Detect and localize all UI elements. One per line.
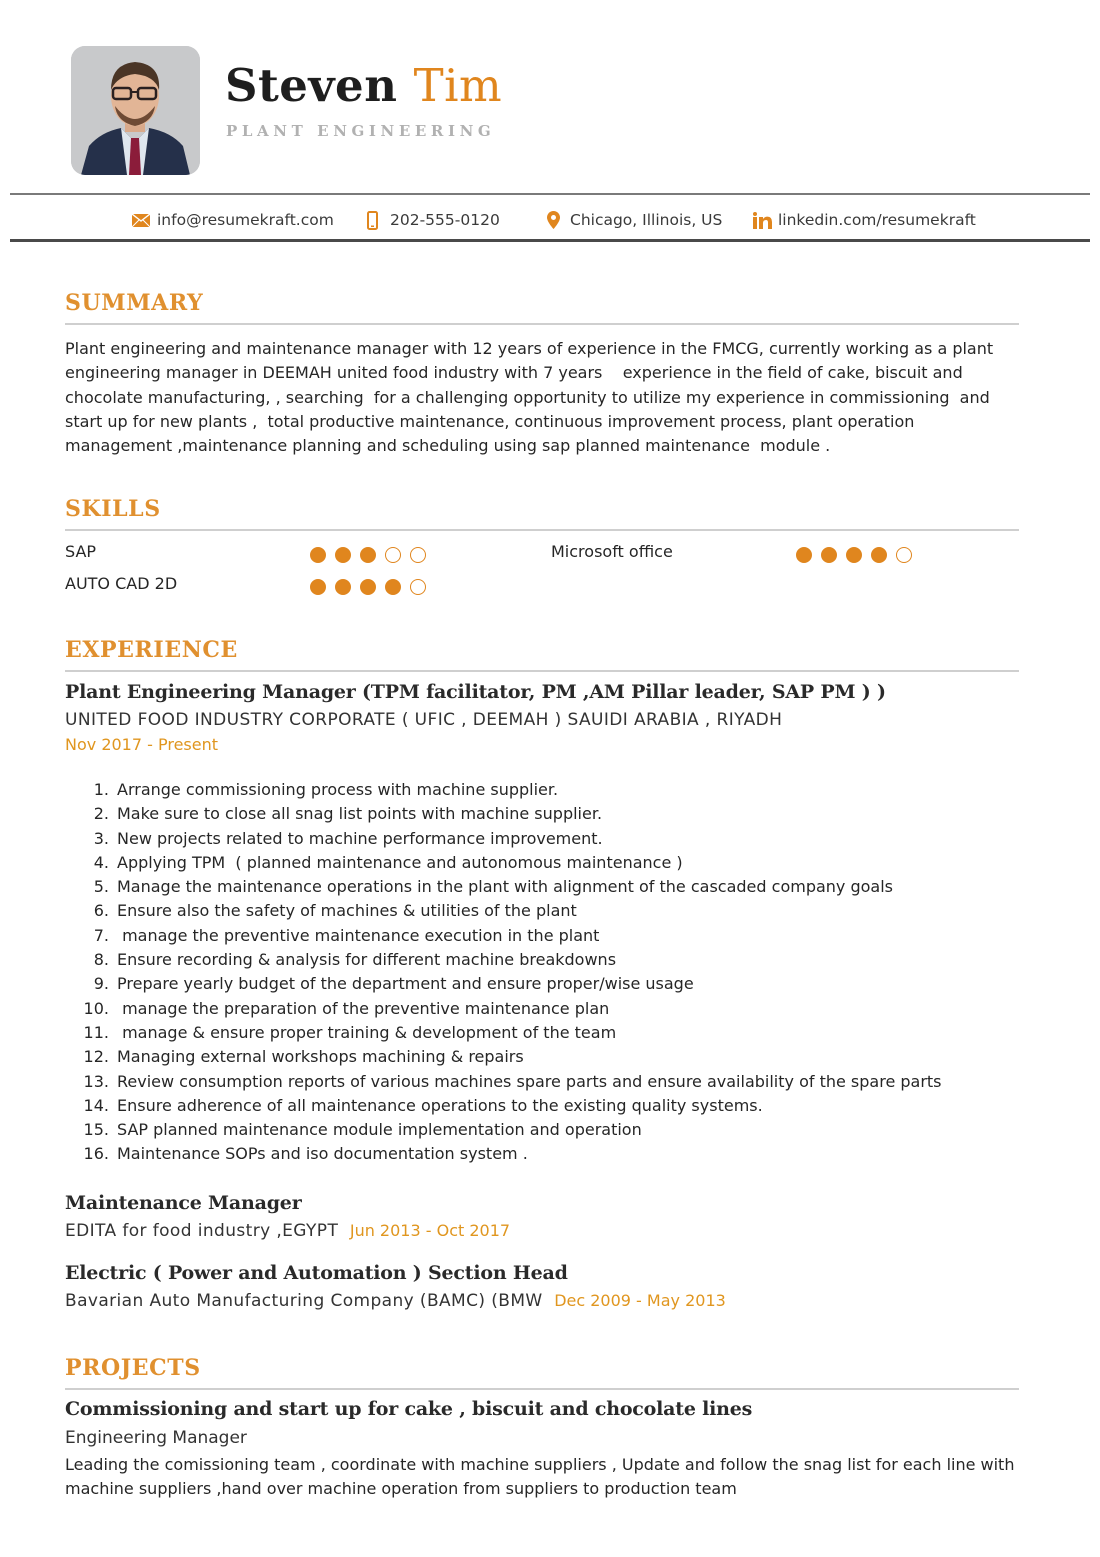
responsibility-text: manage & ensure proper training & development of the team <box>117 1022 617 1042</box>
rating-dot-empty <box>410 579 426 595</box>
responsibility-text: Prepare yearly budget of the department and ensure proper/wise usage <box>117 974 694 994</box>
rating-dot-filled <box>821 547 837 563</box>
list-number: 7. <box>93 925 109 945</box>
skill-rating <box>310 579 426 595</box>
rating-dot-empty <box>896 547 912 563</box>
responsibility-text: Managing external workshops machining & repairs <box>117 1047 524 1067</box>
list-number: 4. <box>93 852 109 872</box>
rating-dot-filled <box>335 547 351 563</box>
rating-dot-filled <box>846 547 862 563</box>
list-number: 2. <box>93 804 109 824</box>
project-role: Engineering Manager <box>65 1428 247 1448</box>
responsibility-item <box>65 899 965 923</box>
summary-heading: SUMMARY <box>65 290 204 316</box>
responsibility-text: Arrange commissioning process with machine supplier. <box>117 780 559 799</box>
rating-dot-filled <box>310 547 326 563</box>
rating-dot-filled <box>796 547 812 563</box>
responsibility-item <box>65 851 965 875</box>
rating-dot-filled <box>360 547 376 563</box>
job-dates: Jun 2013 - Oct 2017 <box>349 1221 511 1240</box>
responsibility-item <box>65 997 965 1021</box>
job-title: Electric ( Power and Automation ) Section Head <box>65 1262 568 1284</box>
responsibility-item <box>65 924 965 948</box>
list-number: 3. <box>93 828 109 848</box>
responsibility-item <box>65 827 965 851</box>
experience-heading: EXPERIENCE <box>65 637 238 663</box>
responsibility-text: manage the preventive maintenance execution in the plant <box>117 925 600 945</box>
project-description: Leading the comissioning team , coordinate with machine suppliers , Update and follow the snag list for each line with machine suppliers ,hand over machine operation from suppliers to production team <box>65 1455 1015 1499</box>
list-number: 13. <box>83 1071 109 1091</box>
job-company: EDITA for food industry ,EGYPT <box>65 1221 339 1241</box>
location-text: Chicago, Illinois, US <box>570 211 723 229</box>
first-name: Steven <box>225 59 398 112</box>
list-number: 12. <box>83 1047 109 1067</box>
responsibility-item <box>65 875 965 899</box>
responsibility-item <box>65 972 965 996</box>
profile-photo <box>71 46 200 175</box>
contact-email[interactable] <box>132 208 334 232</box>
rating-dot-filled <box>385 579 401 595</box>
contact-location[interactable] <box>547 208 722 232</box>
contact-phone[interactable] <box>367 208 500 232</box>
responsibility-text: New projects related to machine performance improvement. <box>117 828 603 848</box>
list-number: 16. <box>83 1144 109 1164</box>
mobile-phone-icon <box>367 211 378 230</box>
skill-name: AUTO CAD 2D <box>65 574 178 593</box>
rating-dot-filled <box>360 579 376 595</box>
rating-dot-empty <box>410 547 426 563</box>
job-company: Bavarian Auto Manufacturing Company (BAMC) (BMW <box>65 1291 543 1311</box>
contact-divider-top <box>10 193 1090 195</box>
responsibility-text: Ensure adherence of all maintenance operations to the existing quality systems. <box>117 1095 763 1115</box>
job-dates: Nov 2017 - Present <box>65 735 219 754</box>
list-number: 5. <box>93 877 109 897</box>
list-number: 15. <box>83 1120 109 1140</box>
map-pin-icon <box>547 211 560 229</box>
responsibility-text: Applying TPM ( planned maintenance and autonomous maintenance ) <box>117 852 683 872</box>
job-company: UNITED FOOD INDUSTRY CORPORATE ( UFIC , DEEMAH ) SAUIDI ARABIA , RIYADH <box>65 710 783 730</box>
list-number: 9. <box>93 974 109 994</box>
list-number: 8. <box>93 950 109 970</box>
projects-heading: PROJECTS <box>65 1355 201 1381</box>
projects-divider <box>65 1388 1019 1390</box>
skills-heading: SKILLS <box>65 496 161 522</box>
rating-dot-empty <box>385 547 401 563</box>
responsibility-text: SAP planned maintenance module implementation and operation <box>117 1120 642 1140</box>
responsibility-item <box>65 948 965 972</box>
candidate-name <box>225 58 502 114</box>
summary-text: Plant engineering and maintenance manager with 12 years of experience in the FMCG, currently working as a plant engineering manager in DEEMAH united food industry with 7 years experience in the field of cake, biscuit and chocolate manufacturing, , searching for a challenging opportunity to utilize my experience in commissioning and start up for new plants , total productive maintenance, continuous improvement process, plant operation management ,maintenance planning and scheduling using sap planned maintenance module . <box>65 339 999 456</box>
list-number: 6. <box>93 901 109 921</box>
job-title: Plant Engineering Manager (TPM facilitator, PM ,AM Pillar leader, SAP PM ) ) <box>65 681 886 703</box>
job-title: Maintenance Manager <box>65 1192 302 1214</box>
responsibility-text: Maintenance SOPs and iso documentation system . <box>117 1144 528 1164</box>
job-company-line <box>65 1291 726 1311</box>
responsibility-item <box>65 778 965 802</box>
phone-text: 202-555-0120 <box>390 211 500 229</box>
job-dates: Dec 2009 - May 2013 <box>554 1291 726 1310</box>
job-subtitle: PLANT ENGINEERING <box>226 122 496 140</box>
skill-name: SAP <box>65 542 97 561</box>
responsibility-text: Ensure recording & analysis for different machine breakdowns <box>117 950 617 970</box>
contact-linkedin[interactable] <box>753 208 976 232</box>
responsibility-item <box>65 1021 965 1045</box>
responsibilities-list <box>65 778 965 1167</box>
responsibility-text: Manage the maintenance operations in the plant with alignment of the cascaded company goals <box>117 877 893 897</box>
project-title: Commissioning and start up for cake , biscuit and chocolate lines <box>65 1398 753 1420</box>
contact-divider-bottom <box>10 239 1090 242</box>
summary-divider <box>65 323 1019 325</box>
skills-divider <box>65 529 1019 531</box>
responsibility-text: Make sure to close all snag list points with machine supplier. <box>117 804 603 824</box>
responsibility-item <box>65 1142 965 1166</box>
responsibility-text: manage the preparation of the preventive maintenance plan <box>117 998 610 1018</box>
responsibility-item <box>65 1094 965 1118</box>
responsibility-text: Review consumption reports of various machines spare parts and ensure availability of the spare parts <box>117 1071 942 1091</box>
list-number: 14. <box>83 1095 109 1115</box>
rating-dot-filled <box>310 579 326 595</box>
envelope-icon <box>132 214 150 227</box>
email-text: info@resumekraft.com <box>157 211 334 229</box>
linkedin-icon <box>753 212 772 229</box>
skill-name: Microsoft office <box>551 542 673 561</box>
experience-divider <box>65 670 1019 672</box>
person-portrait-icon <box>71 46 200 175</box>
linkedin-text: linkedin.com/resumekraft <box>778 211 976 229</box>
job-company-line <box>65 1221 510 1241</box>
skill-rating <box>310 547 426 563</box>
list-number: 11. <box>83 1022 109 1042</box>
responsibility-item <box>65 1070 965 1094</box>
list-number: 1. <box>93 780 109 799</box>
skill-rating <box>796 547 912 563</box>
responsibility-item <box>65 802 965 826</box>
list-number: 10. <box>83 998 109 1018</box>
rating-dot-filled <box>871 547 887 563</box>
last-name: Tim <box>413 59 503 112</box>
rating-dot-filled <box>335 579 351 595</box>
responsibility-text: Ensure also the safety of machines & utilities of the plant <box>117 901 577 921</box>
responsibility-item <box>65 1045 965 1069</box>
responsibility-item <box>65 1118 965 1142</box>
